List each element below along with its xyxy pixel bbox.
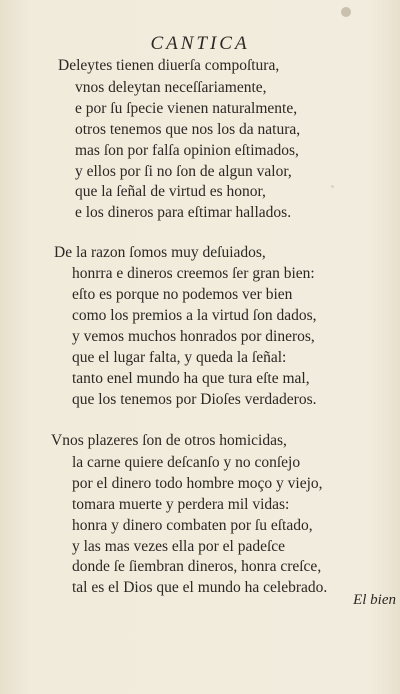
verse-line: Vnos plazeres ſon de otros homicidas, [51,432,287,449]
page-stain [341,7,351,17]
verse-line: que la ſeñal de virtud es honor, [75,183,266,200]
verse-line: tal es el Dios que el mundo ha celebrado. [72,579,328,596]
verse-line: y las mas vezes ella por el padeſce [72,538,286,555]
verse-line: tanto enel mundo ha que tura eſte mal, [72,370,310,387]
verse-line: Deleytes tienen diuerſa compoſtura, [58,57,280,74]
verse-line: por el dinero todo hombre moço y viejo, [72,475,323,492]
verse-line: eſto es porque no podemos ver bien [72,286,293,303]
verse-line: tomara muerte y perdera mil vidas: [72,496,290,513]
verse-line: honra y dinero combaten por ſu eſtado, [72,517,313,534]
verse-line: vnos deleytan neceſſariamente, [75,79,267,96]
verse-line: honrra e dineros creemos ſer gran bien: [72,265,315,282]
verse-line: mas ſon por falſa opinion eſtimados, [75,142,299,159]
verse-line: y vemos muchos honrados por dineros, [72,328,315,345]
verse-line: y ellos por ſi no ſon de algun valor, [75,163,292,180]
verse-line: e los dineros para eſtimar hallados. [75,204,292,221]
running-head: CANTICA [150,33,250,54]
verse-line: donde ſe ſiembran dineros, honra creſce, [72,558,322,575]
verse-line: la carne quiere deſcanſo y no conſejo [72,454,301,471]
verse-line: que los tenemos por Dioſes verdaderos. [72,391,317,408]
catchword: El bien [353,592,396,608]
verse-line: que el lugar falta, y queda la ſeñal: [72,349,287,366]
verse-line: otros tenemos que nos los da natura, [75,121,301,138]
verse-line: De la razon ſomos muy deſuiados, [54,244,266,261]
page-stain [331,185,334,188]
verse-line: como los premios a la virtud ſon dados, [72,307,317,324]
verse-line: e por ſu ſpecie vienen naturalmente, [75,100,298,117]
